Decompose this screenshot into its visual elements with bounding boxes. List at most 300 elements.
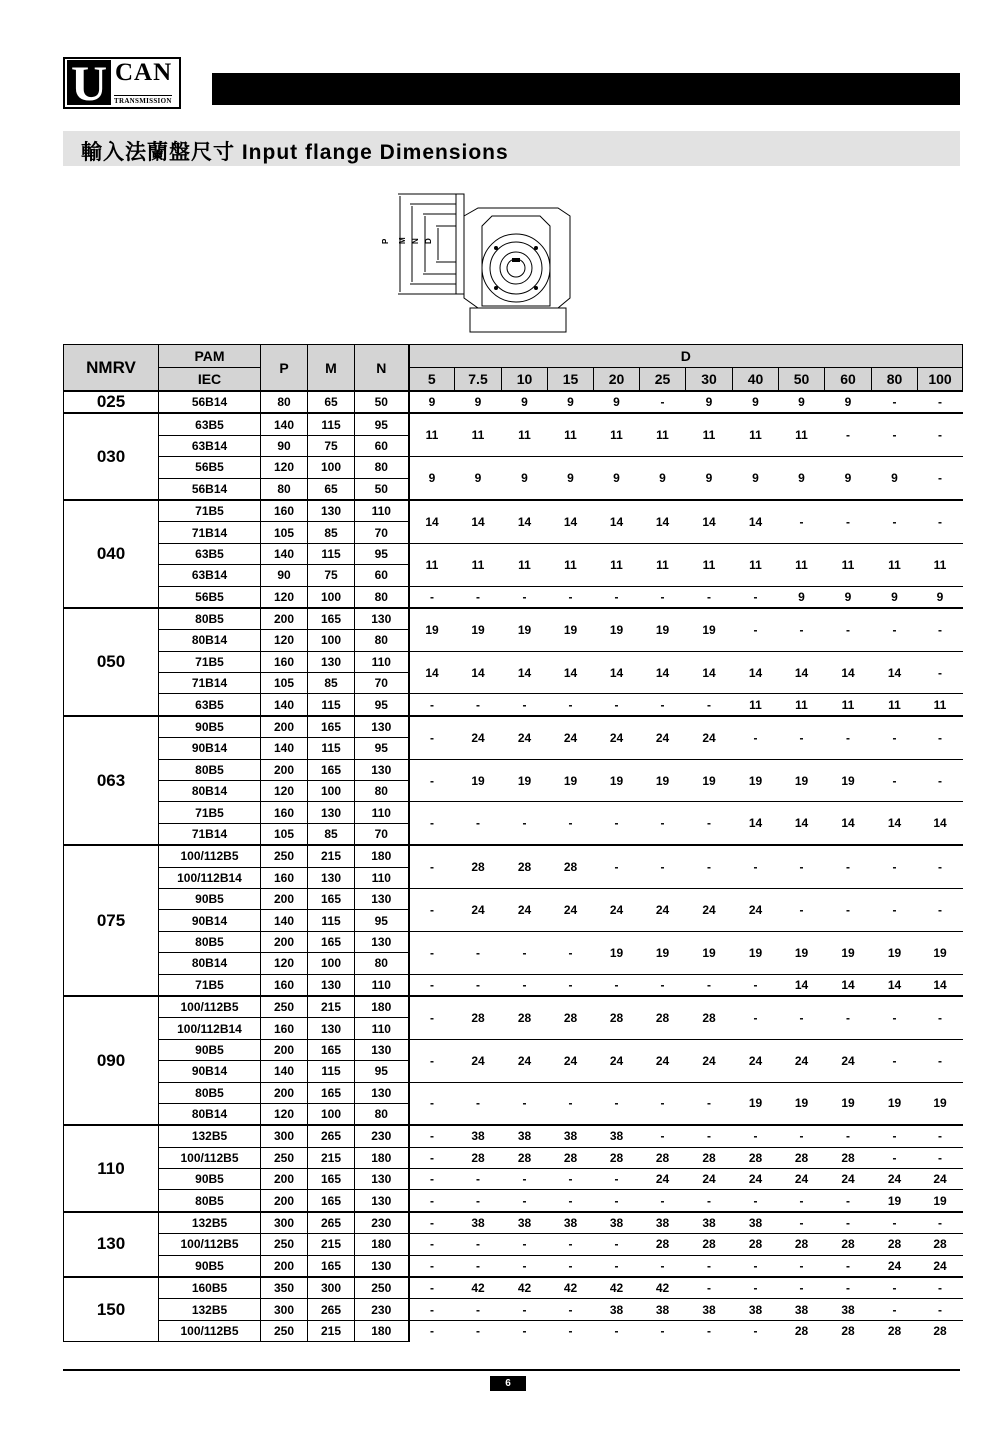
d-value-cell: -	[779, 996, 825, 1039]
d-value-cell: 38	[455, 1125, 502, 1147]
table-row	[64, 651, 963, 672]
d-value-cell: 11	[594, 543, 640, 586]
d-value-cell: -	[594, 1255, 640, 1277]
p-cell: 140	[261, 694, 308, 716]
d-value-cell: 28	[825, 1234, 872, 1255]
header-ratio: 7.5	[455, 368, 502, 392]
d-value-cell: 28	[686, 1234, 733, 1255]
d-value-cell: -	[825, 716, 872, 759]
d-value-cell: 9	[640, 457, 686, 500]
d-value-cell: -	[872, 845, 918, 888]
d-value-cell: -	[825, 413, 872, 456]
table-row	[64, 716, 963, 738]
p-cell: 120	[261, 953, 308, 974]
d-value-cell: 28	[502, 996, 548, 1039]
n-cell: 80	[355, 1103, 409, 1125]
n-cell: 230	[355, 1212, 409, 1234]
d-value-cell: 28	[779, 1147, 825, 1168]
d-value-cell: 14	[548, 500, 594, 543]
table-row	[64, 888, 963, 909]
iec-cell: 80B14	[159, 1103, 261, 1125]
table-row	[64, 759, 963, 780]
m-cell: 130	[308, 867, 355, 888]
d-value-cell: 11	[872, 694, 918, 716]
d-value-cell: -	[733, 716, 779, 759]
model-cell: 063	[64, 716, 159, 845]
table-row	[64, 500, 963, 522]
d-value-cell: -	[825, 608, 872, 651]
n-cell: 230	[355, 1299, 409, 1320]
d-value-cell: -	[918, 457, 963, 500]
d-value-cell: -	[918, 413, 963, 456]
d-value-cell: -	[502, 1169, 548, 1190]
d-value-cell: 19	[548, 759, 594, 802]
iec-cell: 100/112B5	[159, 996, 261, 1018]
p-cell: 90	[261, 435, 308, 456]
d-value-cell: 11	[502, 543, 548, 586]
d-value-cell: 19	[918, 1190, 963, 1212]
table-row	[64, 1147, 963, 1168]
table-row	[64, 1234, 963, 1255]
d-value-cell: -	[548, 931, 594, 974]
d-value-cell: 14	[502, 500, 548, 543]
iec-cell: 63B5	[159, 543, 261, 564]
n-cell: 80	[355, 630, 409, 651]
d-value-cell: -	[872, 1277, 918, 1299]
d-value-cell: 28	[502, 1147, 548, 1168]
d-value-cell: -	[825, 1212, 872, 1234]
d-value-cell: -	[409, 1082, 455, 1125]
d-value-cell: -	[872, 888, 918, 931]
m-cell: 100	[308, 781, 355, 802]
m-cell: 115	[308, 738, 355, 759]
n-cell: 95	[355, 413, 409, 435]
m-cell: 85	[308, 522, 355, 543]
d-value-cell: -	[640, 1082, 686, 1125]
d-value-cell: -	[502, 1234, 548, 1255]
iec-cell: 80B5	[159, 1190, 261, 1212]
iec-cell: 90B5	[159, 888, 261, 909]
m-cell: 215	[308, 845, 355, 867]
p-cell: 160	[261, 802, 308, 823]
d-value-cell: 19	[594, 931, 640, 974]
d-value-cell: 9	[733, 391, 779, 413]
d-value-cell: 38	[686, 1212, 733, 1234]
table-row	[64, 1082, 963, 1103]
d-value-cell: 24	[455, 716, 502, 759]
d-value-cell: 9	[409, 391, 455, 413]
n-cell: 95	[355, 694, 409, 716]
n-cell: 130	[355, 759, 409, 780]
d-value-cell: 24	[548, 716, 594, 759]
model-cell: 150	[64, 1277, 159, 1342]
header-ratio: 25	[640, 368, 686, 392]
n-cell: 130	[355, 716, 409, 738]
label-p: P	[381, 238, 390, 244]
d-value-cell: 11	[455, 543, 502, 586]
iec-cell: 56B5	[159, 586, 261, 608]
d-value-cell: 28	[918, 1234, 963, 1255]
d-value-cell: 19	[779, 759, 825, 802]
n-cell: 180	[355, 1320, 409, 1341]
n-cell: 130	[355, 1082, 409, 1103]
p-cell: 140	[261, 543, 308, 564]
d-value-cell: 24	[733, 888, 779, 931]
header-ratio: 80	[872, 368, 918, 392]
p-cell: 250	[261, 1320, 308, 1341]
n-cell: 60	[355, 565, 409, 586]
m-cell: 75	[308, 435, 355, 456]
d-value-cell: -	[502, 1320, 548, 1341]
n-cell: 50	[355, 391, 409, 413]
m-cell: 165	[308, 888, 355, 909]
n-cell: 70	[355, 673, 409, 694]
n-cell: 130	[355, 1169, 409, 1190]
table-row	[64, 1190, 963, 1212]
iec-cell: 71B14	[159, 823, 261, 845]
d-value-cell: -	[686, 1320, 733, 1341]
d-value-cell: -	[779, 1277, 825, 1299]
d-value-cell: -	[409, 716, 455, 759]
m-cell: 115	[308, 694, 355, 716]
d-value-cell: 28	[594, 996, 640, 1039]
d-value-cell: -	[502, 1082, 548, 1125]
table-row	[64, 1169, 963, 1190]
d-value-cell: 14	[825, 974, 872, 996]
d-value-cell: -	[502, 802, 548, 845]
d-value-cell: 9	[548, 457, 594, 500]
iec-cell: 63B5	[159, 694, 261, 716]
d-value-cell: -	[409, 1169, 455, 1190]
d-value-cell: -	[640, 974, 686, 996]
d-value-cell: -	[825, 1255, 872, 1277]
d-value-cell: 11	[779, 543, 825, 586]
table-row	[64, 1212, 963, 1234]
d-value-cell: 38	[733, 1212, 779, 1234]
d-value-cell: 9	[594, 457, 640, 500]
table-row	[64, 845, 963, 867]
d-value-cell: -	[455, 802, 502, 845]
n-cell: 80	[355, 953, 409, 974]
p-cell: 140	[261, 413, 308, 435]
header-ratio: 60	[825, 368, 872, 392]
d-value-cell: 9	[409, 457, 455, 500]
logo-brand: CAN	[115, 59, 173, 86]
d-value-cell: -	[733, 1125, 779, 1147]
m-cell: 265	[308, 1125, 355, 1147]
d-value-cell: 28	[455, 996, 502, 1039]
iec-cell: 63B14	[159, 565, 261, 586]
d-value-cell: -	[686, 974, 733, 996]
m-cell: 100	[308, 586, 355, 608]
d-value-cell: -	[548, 1299, 594, 1320]
n-cell: 110	[355, 974, 409, 996]
d-value-cell: 38	[779, 1299, 825, 1320]
d-value-cell: -	[918, 651, 963, 694]
d-value-cell: -	[409, 996, 455, 1039]
d-value-cell: 11	[733, 694, 779, 716]
d-value-cell: 19	[825, 931, 872, 974]
d-value-cell: 11	[825, 694, 872, 716]
d-value-cell: -	[918, 500, 963, 543]
d-value-cell: 24	[825, 1039, 872, 1082]
d-value-cell: -	[455, 586, 502, 608]
m-cell: 300	[308, 1277, 355, 1299]
d-value-cell: 28	[548, 1147, 594, 1168]
d-value-cell: -	[825, 996, 872, 1039]
m-cell: 130	[308, 651, 355, 672]
n-cell: 95	[355, 738, 409, 759]
logo	[63, 57, 185, 112]
d-value-cell: 11	[686, 543, 733, 586]
p-cell: 250	[261, 996, 308, 1018]
table-row	[64, 802, 963, 823]
d-value-cell: -	[825, 888, 872, 931]
d-value-cell: 14	[918, 974, 963, 996]
p-cell: 90	[261, 565, 308, 586]
d-value-cell: 24	[686, 716, 733, 759]
n-cell: 80	[355, 457, 409, 478]
d-value-cell: -	[409, 845, 455, 888]
header-ratio: 100	[918, 368, 963, 392]
header-ratio: 20	[594, 368, 640, 392]
table-row	[64, 694, 963, 716]
n-cell: 110	[355, 802, 409, 823]
p-cell: 200	[261, 608, 308, 630]
d-value-cell: 14	[594, 651, 640, 694]
iec-cell: 160B5	[159, 1277, 261, 1299]
d-value-cell: 11	[548, 413, 594, 456]
p-cell: 140	[261, 738, 308, 759]
footer-line	[63, 1369, 960, 1371]
d-value-cell: -	[640, 1255, 686, 1277]
d-value-cell: -	[733, 1320, 779, 1341]
d-value-cell: -	[918, 716, 963, 759]
d-value-cell: -	[594, 1190, 640, 1212]
d-value-cell: 11	[640, 543, 686, 586]
d-value-cell: 11	[779, 413, 825, 456]
iec-cell: 90B5	[159, 1169, 261, 1190]
d-value-cell: 19	[686, 759, 733, 802]
p-cell: 120	[261, 630, 308, 651]
m-cell: 215	[308, 1320, 355, 1341]
d-value-cell: -	[409, 1255, 455, 1277]
d-value-cell: -	[455, 694, 502, 716]
d-value-cell: -	[918, 996, 963, 1039]
m-cell: 165	[308, 1039, 355, 1060]
d-value-cell: -	[594, 1082, 640, 1125]
d-value-cell: 14	[825, 802, 872, 845]
table-row	[64, 1299, 963, 1320]
header-n: N	[355, 345, 409, 392]
d-value-cell: 14	[872, 802, 918, 845]
p-cell: 160	[261, 974, 308, 996]
d-value-cell: 11	[733, 543, 779, 586]
d-value-cell: -	[594, 1169, 640, 1190]
d-value-cell: -	[409, 694, 455, 716]
d-value-cell: 24	[548, 1039, 594, 1082]
d-value-cell: 38	[594, 1299, 640, 1320]
d-value-cell: 24	[640, 716, 686, 759]
n-cell: 70	[355, 522, 409, 543]
d-value-cell: 9	[733, 457, 779, 500]
d-value-cell: -	[733, 996, 779, 1039]
d-value-cell: 19	[455, 608, 502, 651]
label-d: D	[424, 238, 433, 244]
d-value-cell: 14	[640, 500, 686, 543]
d-value-cell: -	[686, 586, 733, 608]
header-bar	[212, 73, 960, 105]
d-value-cell: -	[872, 716, 918, 759]
p-cell: 200	[261, 931, 308, 952]
p-cell: 250	[261, 845, 308, 867]
d-value-cell: 19	[779, 931, 825, 974]
d-value-cell: 11	[548, 543, 594, 586]
iec-cell: 90B14	[159, 738, 261, 759]
iec-cell: 80B5	[159, 608, 261, 630]
header-iec: IEC	[159, 368, 261, 392]
m-cell: 165	[308, 1190, 355, 1212]
d-value-cell: 19	[548, 608, 594, 651]
d-value-cell: 28	[825, 1147, 872, 1168]
d-value-cell: -	[779, 608, 825, 651]
table-row	[64, 608, 963, 630]
d-value-cell: -	[409, 1234, 455, 1255]
header-p: P	[261, 345, 308, 392]
iec-cell: 63B14	[159, 435, 261, 456]
d-value-cell: -	[409, 1299, 455, 1320]
d-value-cell: -	[409, 974, 455, 996]
n-cell: 180	[355, 1147, 409, 1168]
d-value-cell: -	[686, 1082, 733, 1125]
m-cell: 165	[308, 759, 355, 780]
m-cell: 100	[308, 953, 355, 974]
p-cell: 300	[261, 1212, 308, 1234]
d-value-cell: 19	[825, 759, 872, 802]
model-cell: 040	[64, 500, 159, 608]
d-value-cell: -	[686, 1125, 733, 1147]
n-cell: 130	[355, 1190, 409, 1212]
n-cell: 80	[355, 781, 409, 802]
table-row	[64, 457, 963, 478]
d-value-cell: 14	[686, 651, 733, 694]
d-value-cell: -	[779, 1190, 825, 1212]
iec-cell: 80B5	[159, 759, 261, 780]
d-value-cell: -	[640, 1190, 686, 1212]
d-value-cell: -	[918, 608, 963, 651]
iec-cell: 90B5	[159, 1039, 261, 1060]
d-value-cell: -	[502, 974, 548, 996]
d-value-cell: 38	[502, 1125, 548, 1147]
model-cell: 090	[64, 996, 159, 1125]
m-cell: 130	[308, 500, 355, 522]
d-value-cell: 9	[825, 586, 872, 608]
d-value-cell: 9	[455, 457, 502, 500]
d-value-cell: 14	[779, 651, 825, 694]
d-value-cell: 11	[594, 413, 640, 456]
p-cell: 200	[261, 1169, 308, 1190]
n-cell: 110	[355, 500, 409, 522]
d-value-cell: -	[548, 586, 594, 608]
p-cell: 200	[261, 1190, 308, 1212]
n-cell: 130	[355, 608, 409, 630]
d-value-cell: 19	[918, 1082, 963, 1125]
d-value-cell: 19	[733, 931, 779, 974]
d-value-cell: 14	[640, 651, 686, 694]
n-cell: 70	[355, 823, 409, 845]
m-cell: 215	[308, 1147, 355, 1168]
d-value-cell: 11	[733, 413, 779, 456]
iec-cell: 80B14	[159, 953, 261, 974]
d-value-cell: 28	[455, 845, 502, 888]
d-value-cell: -	[872, 1039, 918, 1082]
d-value-cell: 38	[594, 1212, 640, 1234]
iec-cell: 80B5	[159, 1082, 261, 1103]
d-value-cell: 11	[872, 543, 918, 586]
d-value-cell: 28	[640, 996, 686, 1039]
m-cell: 165	[308, 1255, 355, 1277]
d-value-cell: -	[640, 694, 686, 716]
p-cell: 120	[261, 586, 308, 608]
p-cell: 200	[261, 716, 308, 738]
d-value-cell: 19	[872, 931, 918, 974]
p-cell: 80	[261, 478, 308, 500]
model-cell: 025	[64, 391, 159, 413]
d-value-cell: -	[409, 1039, 455, 1082]
d-value-cell: 24	[548, 888, 594, 931]
d-value-cell: 9	[594, 391, 640, 413]
d-value-cell: -	[918, 759, 963, 802]
d-value-cell: 14	[872, 974, 918, 996]
d-value-cell: 19	[825, 1082, 872, 1125]
m-cell: 115	[308, 413, 355, 435]
d-value-cell: -	[455, 1255, 502, 1277]
n-cell: 130	[355, 1039, 409, 1060]
d-value-cell: 24	[733, 1039, 779, 1082]
d-value-cell: 9	[455, 391, 502, 413]
d-value-cell: -	[779, 500, 825, 543]
d-value-cell: 24	[872, 1255, 918, 1277]
d-value-cell: -	[548, 1190, 594, 1212]
p-cell: 120	[261, 781, 308, 802]
d-value-cell: 19	[733, 759, 779, 802]
d-value-cell: 24	[455, 1039, 502, 1082]
label-m: M	[398, 237, 407, 244]
d-value-cell: -	[548, 1169, 594, 1190]
d-value-cell: 28	[825, 1320, 872, 1341]
d-value-cell: 14	[455, 500, 502, 543]
d-value-cell: 14	[733, 802, 779, 845]
d-value-cell: -	[733, 845, 779, 888]
d-value-cell: 19	[640, 931, 686, 974]
d-value-cell: -	[548, 1234, 594, 1255]
d-value-cell: 38	[640, 1299, 686, 1320]
d-value-cell: 9	[918, 586, 963, 608]
d-value-cell: 42	[548, 1277, 594, 1299]
d-value-cell: 24	[825, 1169, 872, 1190]
d-value-cell: -	[872, 500, 918, 543]
iec-cell: 90B5	[159, 716, 261, 738]
d-value-cell: 9	[686, 457, 733, 500]
d-value-cell: 11	[502, 413, 548, 456]
iec-cell: 90B5	[159, 1255, 261, 1277]
d-value-cell: -	[409, 1125, 455, 1147]
d-value-cell: 11	[686, 413, 733, 456]
p-cell: 160	[261, 867, 308, 888]
d-value-cell: 19	[779, 1082, 825, 1125]
d-value-cell: 14	[594, 500, 640, 543]
d-value-cell: -	[548, 1320, 594, 1341]
